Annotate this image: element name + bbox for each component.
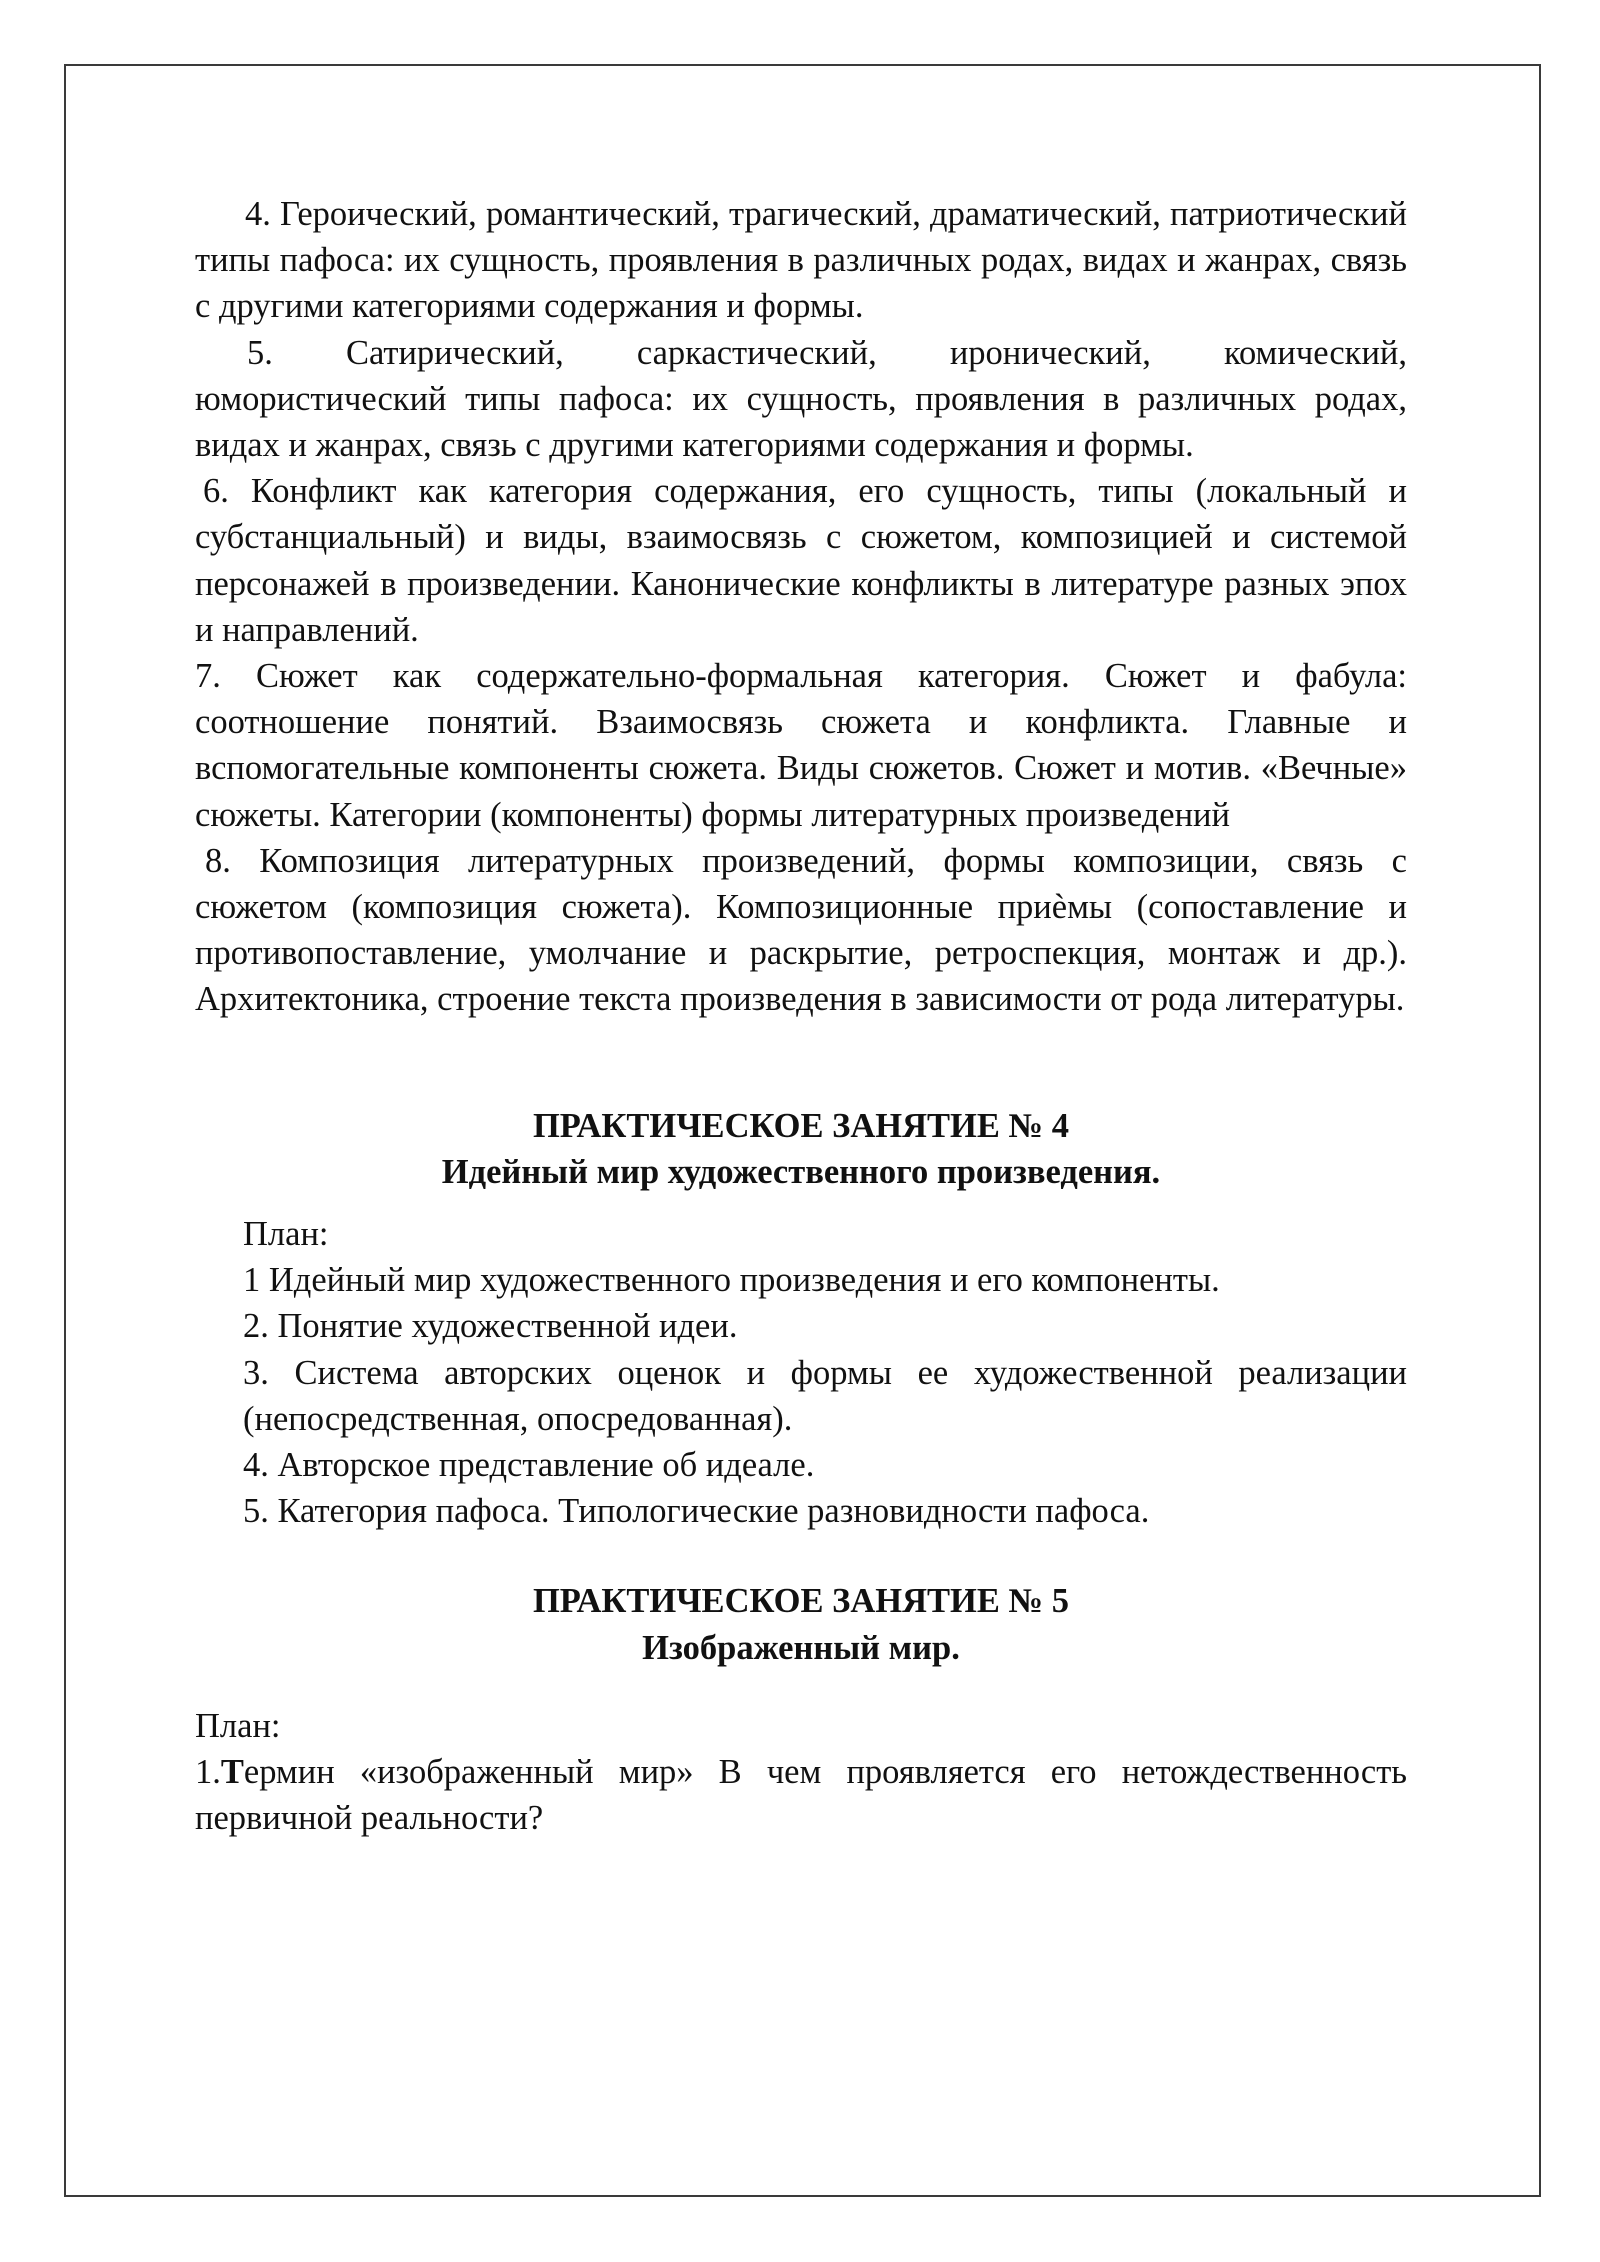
item-initial-letter: Т	[220, 1753, 244, 1792]
plan-item: 3. Система авторских оценок и формы ее художественной реализации (непосредственная, опосредованная).	[243, 1353, 1407, 1438]
plan-item: 1 Идейный мир художественного произведения и его компоненты.	[243, 1261, 1220, 1300]
section-4-subtitle: Идейный мир художественного произведения.	[441, 1152, 1161, 1191]
document-body	[195, 191, 1407, 1842]
item-text: ермин «изображенный мир» В чем проявляется его нетождественность первичной реальности?	[195, 1753, 1407, 1838]
section-5-subtitle: Изображенный мир.	[642, 1628, 960, 1667]
plan-item: 5. Категория пафоса. Типологические разновидности пафоса.	[243, 1492, 1150, 1531]
list-item-4: 4. Героический, романтический, трагический, драматический, патриотический типы пафоса: их сущность, проявления в различных родах, видах и жанрах, связь с другими категориями содержания и формы.	[195, 195, 1407, 326]
list-item-5: 5. Сатирический, саркастический, иронический, комический, юмористический типы пафоса: их сущность, проявления в различных родах, видах и жанрах, связь с другими категориями содержания и формы.	[195, 333, 1407, 465]
list-item-6: 6. Конфликт как категория содержания, его сущность, типы (локальный и субстанциальный) и виды, взаимосвязь с сюжетом, композицией и системой персонажей в произведении. Канонические конфликты в литературе разных эпох и направлений.	[195, 472, 1407, 649]
list-item-8: 8. Композиция литературных произведений, формы композиции, связь с сюжетом (композиция сюжета). Композиционные приѐмы (сопоставление и противопоставление, умолчание и раскрытие, ретроспекция, монтаж и др.). Архитектоника, строение текста произведения в зависимости от рода литературы.	[195, 841, 1407, 1019]
section-5-title: ПРАКТИЧЕСКОЕ ЗАНЯТИЕ № 5	[532, 1582, 1070, 1621]
plan-item: 4. Авторское представление об идеале.	[243, 1446, 815, 1485]
plan-label: План:	[195, 1706, 281, 1745]
plan-label: План:	[243, 1215, 329, 1254]
plan-item: 2. Понятие художественной идеи.	[243, 1307, 738, 1346]
list-item-7: 7. Сюжет как содержательно-формальная категория. Сюжет и фабула: соотношение понятий. Взаимосвязь сюжета и конфликта. Главные и вспомогательные компоненты сюжета. Виды сюжетов. Сюжет и мотив. «Вечные» сюжеты. Категории (компоненты) формы литературных произведений	[195, 657, 1407, 834]
section-4-title: ПРАКТИЧЕСКОЕ ЗАНЯТИЕ № 4	[532, 1106, 1070, 1145]
section-4-plan	[243, 1211, 1407, 1534]
item-number: 1.	[195, 1753, 221, 1792]
plan-item	[195, 1749, 1407, 1841]
section-5-plan	[195, 1703, 1407, 1842]
